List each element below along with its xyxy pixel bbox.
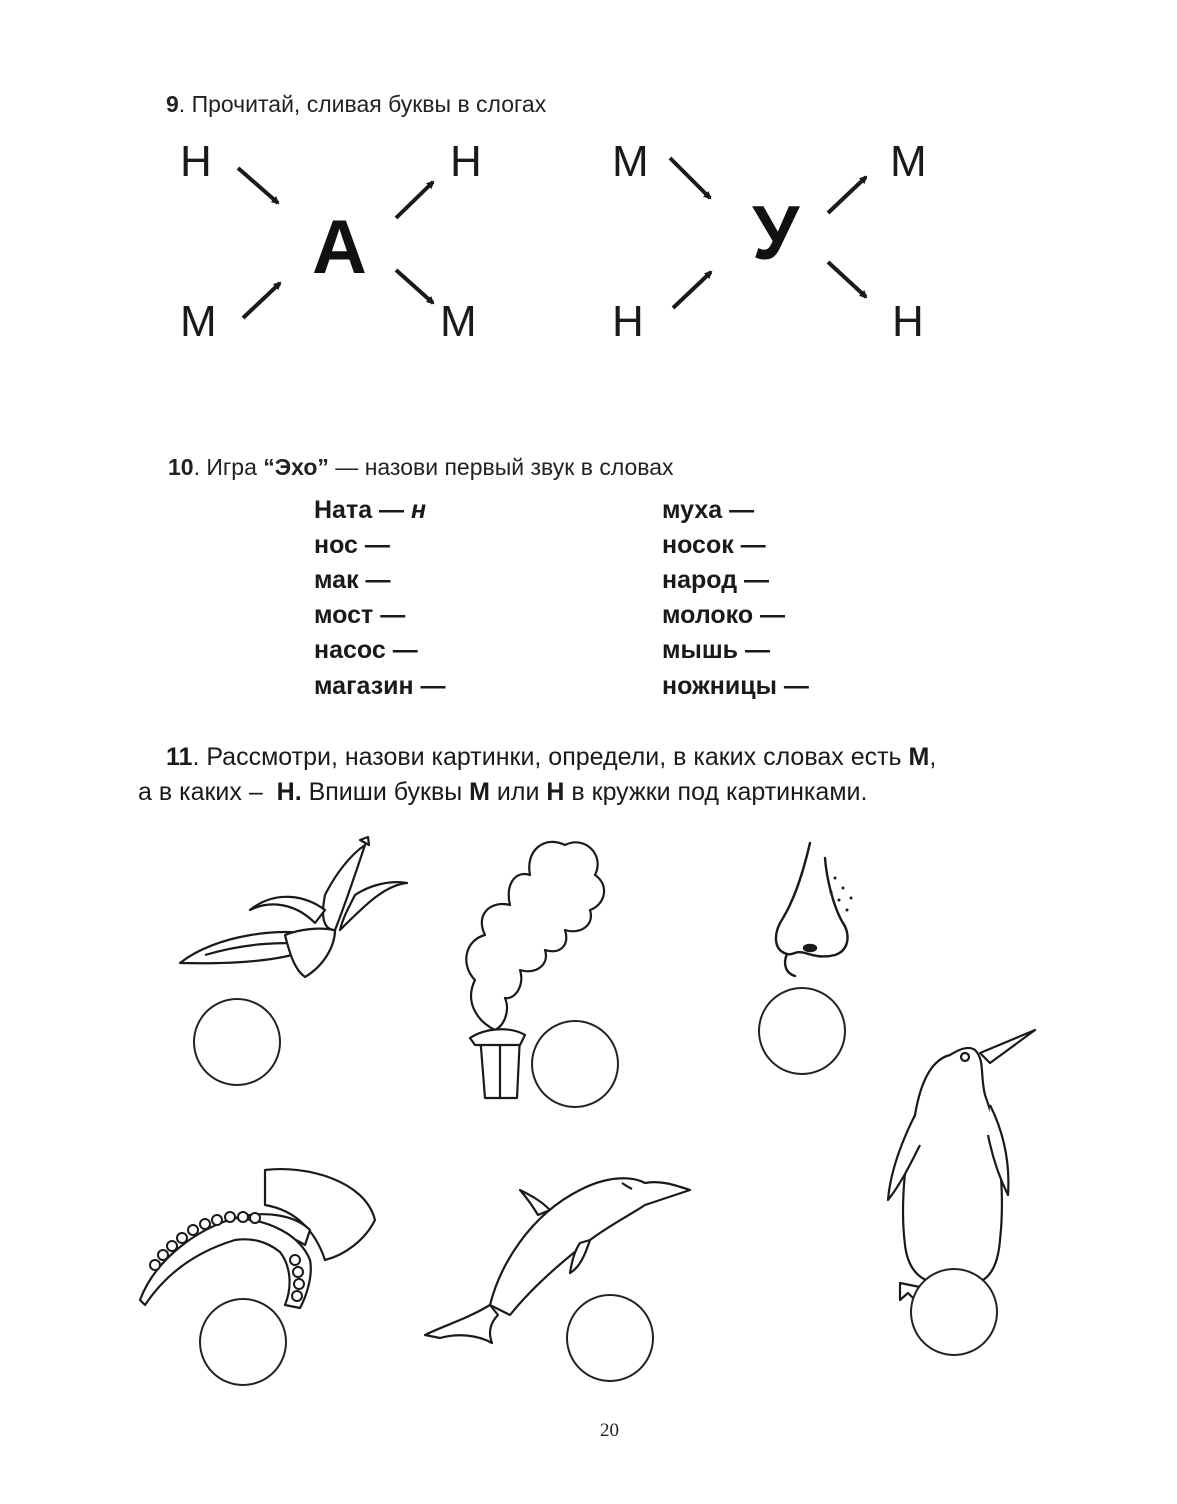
arrow-out-top-2	[828, 177, 866, 213]
word-right-4: молоко —	[662, 601, 786, 629]
answer-circle-steam[interactable]	[531, 1020, 619, 1108]
nose-picture	[765, 838, 865, 978]
task10-text-after: — назови первый звук в словах	[328, 454, 674, 480]
task10-game-name: “Эхо”	[263, 454, 329, 480]
g2-vowel-letter: У	[752, 191, 800, 276]
g2-in-bottom-letter: Н	[612, 297, 644, 346]
task10-text-before: . Игра	[193, 454, 264, 480]
g1-in-top-letter: Н	[180, 137, 212, 186]
answer-circle-beads[interactable]	[199, 1298, 287, 1386]
task11-line2-end: в кружки под картинками.	[564, 778, 868, 806]
example-answer: н	[411, 496, 427, 524]
task11-line1-letter: М	[908, 743, 930, 771]
task10-number: 10	[168, 454, 194, 480]
task11-line1-end: ,	[929, 743, 937, 771]
task11-line1-text: . Рассмотри, назови картинки, определи, в каких словах есть	[192, 743, 909, 771]
banana-picture	[175, 835, 415, 985]
g2-in-top-letter: М	[612, 137, 649, 186]
word-right-5: мышь —	[662, 636, 770, 664]
arrow-out-bottom-1	[396, 270, 433, 303]
answer-circle-penguin[interactable]	[910, 1268, 998, 1356]
task11-line2-mid: Впиши буквы	[301, 778, 470, 806]
g1-in-bottom-letter: М	[180, 297, 217, 346]
word-right-3: народ —	[662, 566, 770, 594]
arrow-out-bottom-2	[828, 262, 866, 297]
g1-out-bottom-letter: М	[440, 297, 477, 346]
word-left-3: мост —	[314, 601, 406, 629]
word-left-4: насос —	[314, 636, 418, 664]
task11-line1	[166, 740, 936, 774]
word-left-2: мак —	[314, 566, 391, 594]
word-right-1: муха —	[662, 496, 755, 524]
task11-line2-start: а в каких –	[138, 778, 263, 806]
task9-text: . Прочитай, сливая буквы в слогах	[178, 91, 547, 117]
page-number: 20	[600, 1420, 619, 1441]
dolphin-picture	[420, 1155, 700, 1345]
example-word: Ната —	[314, 496, 405, 524]
word-right-2: носок —	[662, 531, 766, 559]
answer-circle-banana[interactable]	[193, 998, 281, 1086]
answer-circle-dolphin[interactable]	[566, 1294, 654, 1382]
word-right-6: ножницы —	[662, 672, 809, 700]
beads-picture	[135, 1160, 385, 1310]
g2-out-bottom-letter: Н	[892, 297, 924, 346]
arrow-in-top-2	[670, 158, 710, 198]
task9-arrows	[0, 0, 1177, 400]
arrow-in-bottom-1	[243, 283, 280, 318]
g2-out-top-letter: М	[890, 137, 927, 186]
task11-line2	[138, 775, 867, 809]
task11-line2-letter-n: Н.	[276, 778, 302, 806]
penguin-picture	[880, 1025, 1040, 1305]
answer-circle-nose[interactable]	[758, 987, 846, 1075]
arrow-in-top-1	[238, 168, 278, 203]
task11-number: 11	[166, 743, 193, 771]
word-left-5: магазин —	[314, 672, 446, 700]
example-row	[314, 496, 426, 525]
task11-line2-or: или	[489, 778, 547, 806]
arrow-out-top-1	[396, 182, 433, 218]
task11-line2-n: Н	[546, 778, 565, 806]
g1-out-top-letter: Н	[450, 137, 482, 186]
word-left-1: нос —	[314, 531, 390, 559]
arrow-in-bottom-2	[673, 272, 711, 308]
task11-line2-m: М	[469, 778, 490, 806]
task10-heading	[168, 454, 674, 481]
task9-number: 9	[166, 91, 179, 117]
g1-vowel-letter: А	[312, 205, 367, 290]
